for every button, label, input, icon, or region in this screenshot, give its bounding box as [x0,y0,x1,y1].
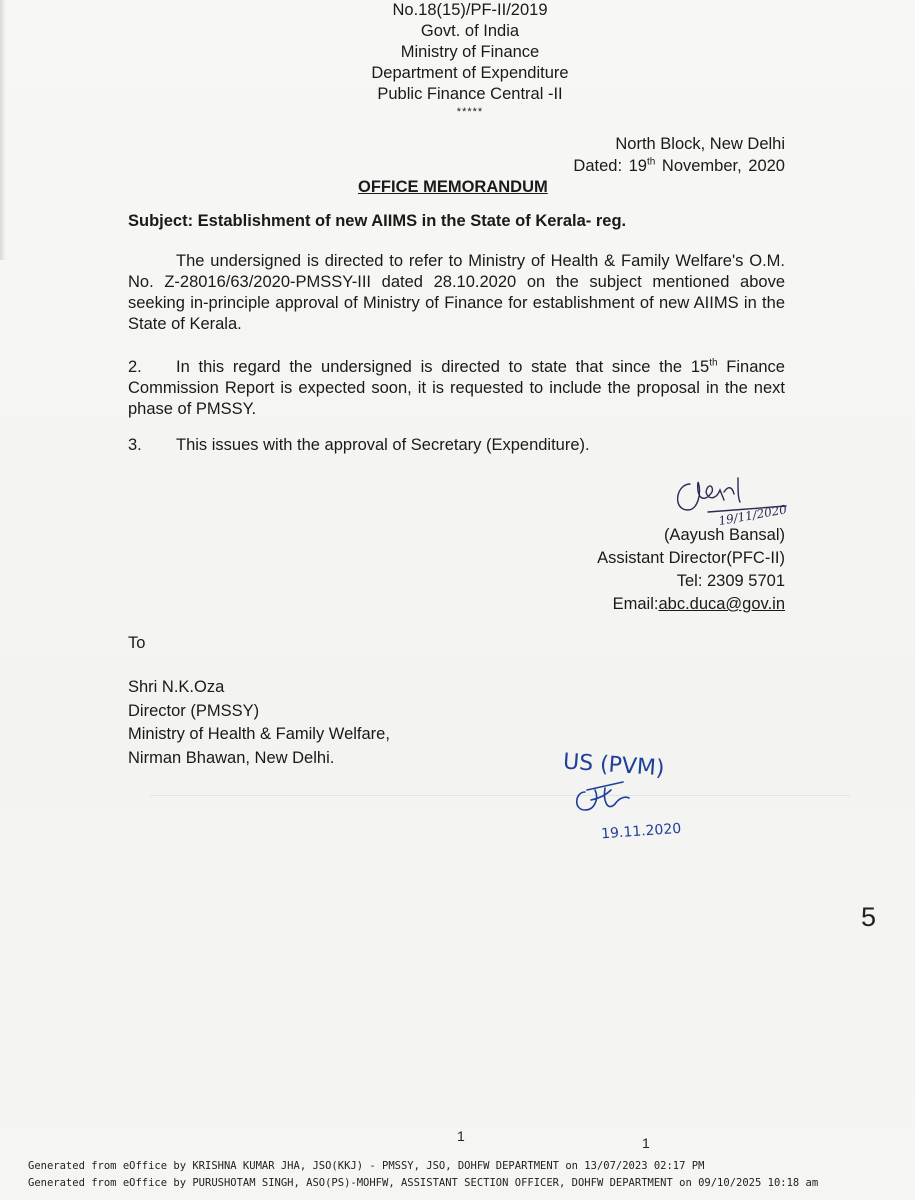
footer-line-2: Generated from eOffice by PURUSHOTAM SINGH, ASO(PS)-MOHFW, ASSISTANT SECTION OFFICER, DOHFW DEPARTMENT on 09/10/2025 10:18 am [28,1177,819,1189]
govt-name: Govt. of India [420,22,520,40]
signature-date: 19/11/2020 [717,502,788,529]
addressee-name: Shri N.K.Oza [128,678,225,696]
location: North Block, New Delhi [615,135,785,153]
subject-line: Subject: Establishment of new AIIMS in the State of Kerala- reg. [128,212,627,230]
department-name: Department of Expenditure [371,64,569,82]
paragraph-2-text-a: In this regard the undersigned is directed to state that since the 15 [176,358,710,376]
separator-stars: ***** [456,106,484,118]
handwritten-annotation [555,740,725,850]
annotation-initials [577,782,629,810]
page-edge-shadow [0,0,6,260]
ministry-name: Ministry of Finance [400,43,540,61]
place-date [573,133,785,177]
signature-block [597,524,785,616]
paragraph-number: 2. [128,358,142,376]
signatory-name: (Aayush Bansal) [663,526,785,544]
scan-fold-line [150,795,850,796]
signatory-email [597,593,785,616]
annotation-date: 19.11.2020 [600,820,682,843]
paragraph-2-text-b: Finance Commission Report is expected soon, it is requested to include the proposal in the next phase of PMSSY. [128,358,785,418]
date-suffix: November, 2020 [655,157,785,175]
signatory-designation: Assistant Director(PFC-II) [597,549,785,567]
memo-title: OFFICE MEMORANDUM [358,178,548,196]
handwritten-signature [668,470,808,530]
addressee-address: Nirman Bhawan, New Delhi. [128,748,335,767]
paragraph-3-text: This issues with the approval of Secretary (Expenditure). [176,436,590,454]
letterhead [300,0,640,119]
date-line [573,155,785,177]
annotation-marking: US (PVM) [562,749,666,782]
footer-line-1: Generated from eOffice by KRISHNA KUMAR JHA, JSO(KKJ) - PMSSY, JSO, DOHFW DEPARTMENT on 13/07/2023 02:17 PM [28,1160,705,1172]
page-number-right: 1 [642,1135,650,1151]
page-marker: 5 [861,902,877,932]
paragraph-2-sup: th [709,357,718,369]
addressee-designation: Director (PMSSY) [128,701,260,720]
email-label: Email: [612,595,659,613]
addressee-ministry: Ministry of Health & Family Welfare, [128,725,390,743]
email-link[interactable]: abc.duca@gov.in [658,595,785,613]
to-label: To [128,634,146,652]
signatory-tel: Tel: 2309 5701 [676,572,785,590]
addressee [128,676,390,770]
date-prefix: Dated: 19 [573,157,647,175]
file-number: No.18(15)/PF-II/2019 [392,1,548,19]
paragraph-3 [128,435,785,456]
date-suffix-sup: th [646,156,656,168]
page-number-left: 1 [457,1128,465,1144]
division-name: Public Finance Central -II [377,85,563,103]
paragraph-2 [128,357,785,420]
paragraph-1: The undersigned is directed to refer to Ministry of Health & Family Welfare's O.M. No. Z-28016/63/2020-PMSSY-III dated 28.10.2020 on the subject mentioned above seeking in-principle approval of Ministry of Finance for establishment of new AIIMS in the State of Kerala. [128,252,785,333]
paragraph-number: 3. [128,436,142,454]
